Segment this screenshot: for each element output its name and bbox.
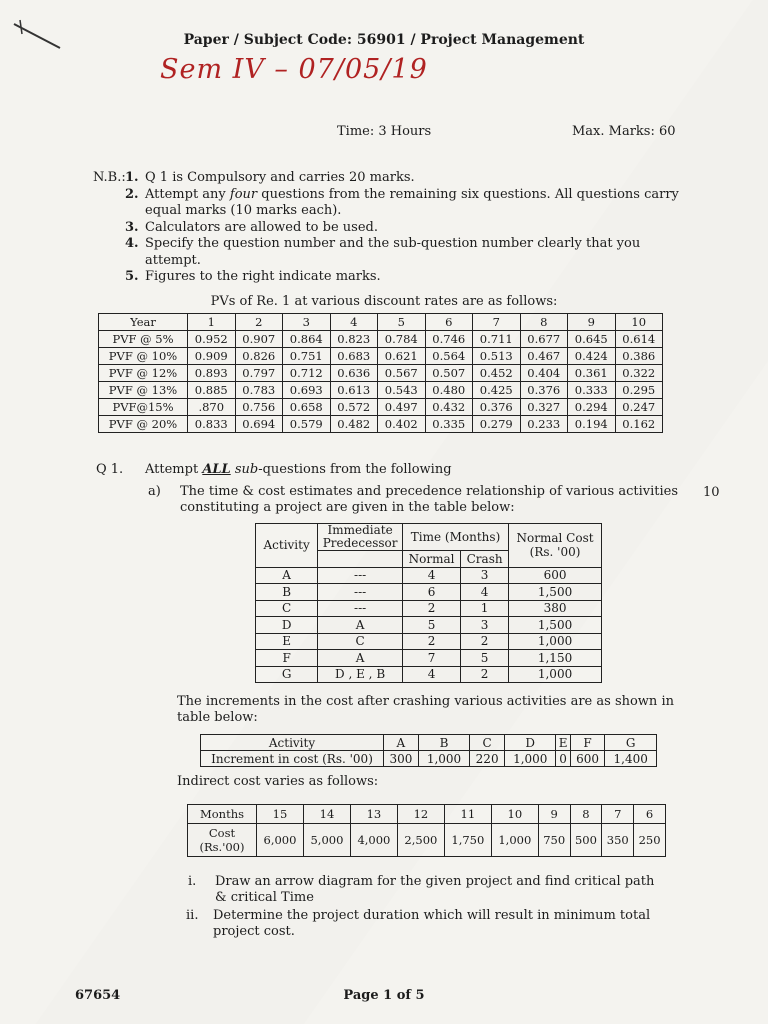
increment-cell: 0: [556, 751, 570, 767]
activity-cell: 5: [461, 650, 509, 667]
pv-cell: 0.783: [235, 382, 283, 399]
activity-cell: ---: [318, 567, 403, 584]
pv-cell: 0.507: [425, 365, 473, 382]
activity-cell: 6: [402, 584, 460, 601]
pv-row: [99, 382, 663, 399]
pv-cell: 0.233: [520, 416, 568, 433]
month-cell: 8: [570, 805, 602, 824]
increment-row-label: Activity: [201, 735, 384, 751]
pv-row: [99, 399, 663, 416]
pv-cell: 0.826: [235, 348, 283, 365]
pv-cell: 0.402: [378, 416, 426, 433]
pv-cell: 0.452: [473, 365, 521, 382]
activity-cell: 380: [509, 600, 602, 617]
month-cell: 6: [634, 805, 666, 824]
subquestion-label: a): [148, 484, 161, 499]
activity-cell: 1,500: [509, 584, 602, 601]
pv-row: [99, 331, 663, 348]
subquestion-text: The time & cost estimates and precedence relationship of various activities constituting a project are given in the table below:: [180, 484, 679, 515]
activity-cell: G: [256, 666, 318, 683]
cost-cell: 750: [538, 824, 570, 857]
increment-cell: D: [505, 735, 556, 751]
increment-cell: 300: [384, 751, 419, 767]
max-marks: Max. Marks: 60: [572, 124, 676, 139]
pv-cell: 0.694: [235, 416, 283, 433]
pv-cell: 0.756: [235, 399, 283, 416]
pv-header-cell: 4: [330, 314, 378, 331]
instruction-item: 3. Calculators are allowed to be used.: [125, 219, 378, 235]
increment-cell: F: [570, 735, 605, 751]
col-header-time: Time (Months): [402, 524, 508, 551]
subpart-ii: ii. Determine the project duration which will result in minimum total project cost.: [186, 908, 651, 939]
activity-cell: 5: [402, 617, 460, 634]
pv-table: [98, 313, 663, 433]
cost-cell: 4,000: [350, 824, 397, 857]
month-cell: 10: [491, 805, 538, 824]
instruction-item: 1. Q 1 is Compulsory and carries 20 marks.: [125, 170, 415, 185]
pv-header-cell: 6: [425, 314, 473, 331]
increment-cell: A: [384, 735, 419, 751]
pv-cell: 0.432: [425, 399, 473, 416]
pv-cell: 0.893: [188, 365, 236, 382]
pv-cell: 0.909: [188, 348, 236, 365]
cost-cell: 1,750: [444, 824, 491, 857]
pv-cell: 0.247: [615, 399, 663, 416]
activity-cell: 2: [461, 666, 509, 683]
pv-cell: 0.386: [615, 348, 663, 365]
activity-row: [256, 650, 602, 667]
activity-cell: 1,000: [509, 666, 602, 683]
activity-cell: 1: [461, 600, 509, 617]
pv-cell: 0.621: [378, 348, 426, 365]
activity-cell: D , E , B: [318, 666, 403, 683]
pv-cell: 0.823: [330, 331, 378, 348]
pv-cell: 0.567: [378, 365, 426, 382]
activity-cell: A: [318, 617, 403, 634]
month-cell: 12: [397, 805, 444, 824]
activity-cell: 4: [402, 567, 460, 584]
increment-cell: E: [556, 735, 570, 751]
pv-cell: 0.712: [283, 365, 331, 382]
increment-row-label: Increment in cost (Rs. '00): [201, 751, 384, 767]
instructions-list: [125, 170, 685, 286]
pv-cell: 0.279: [473, 416, 521, 433]
increment-cell: 1,400: [605, 751, 657, 767]
pv-row-label: PVF@15%: [99, 399, 188, 416]
activity-row: [256, 584, 602, 601]
activity-cell: 3: [461, 567, 509, 584]
pv-table-heading: PVs of Re. 1 at various discount rates are as follows:: [210, 294, 558, 309]
pv-cell: 0.579: [283, 416, 331, 433]
pv-cell: 0.294: [568, 399, 616, 416]
pv-cell: 0.333: [568, 382, 616, 399]
pv-cell: 0.636: [330, 365, 378, 382]
activity-cell: 2: [402, 600, 460, 617]
pv-row-label: PVF @ 20%: [99, 416, 188, 433]
increment-row: [201, 751, 657, 767]
col-header-predecessor-cont: [318, 551, 403, 568]
pv-row: [99, 416, 663, 433]
pv-header-cell: 3: [283, 314, 331, 331]
activity-cell: 7: [402, 650, 460, 667]
month-cell: 13: [350, 805, 397, 824]
increment-cell: 220: [470, 751, 505, 767]
pv-cell: 0.376: [520, 382, 568, 399]
pv-cell: 0.746: [425, 331, 473, 348]
pv-cell: 0.322: [615, 365, 663, 382]
pv-cell: 0.833: [188, 416, 236, 433]
pv-cell: 0.864: [283, 331, 331, 348]
activity-table: [255, 523, 602, 683]
pv-cell: 0.613: [330, 382, 378, 399]
pv-row-label: PVF @ 12%: [99, 365, 188, 382]
pv-cell: 0.751: [283, 348, 331, 365]
pv-cell: 0.645: [568, 331, 616, 348]
pv-cell: 0.658: [283, 399, 331, 416]
paper-title: Paper / Subject Code: 56901 / Project Management: [183, 32, 585, 48]
increment-cell: 1,000: [418, 751, 469, 767]
pv-cell: 0.711: [473, 331, 521, 348]
increment-cell: 600: [570, 751, 605, 767]
increment-header-row: [201, 735, 657, 751]
cost-cell: 250: [634, 824, 666, 857]
increment-cell: C: [470, 735, 505, 751]
pv-header-cell: 2: [235, 314, 283, 331]
pv-cell: 0.497: [378, 399, 426, 416]
indirect-cost-table: [187, 804, 666, 857]
subpart-i: i. Draw an arrow diagram for the given project and find critical path & critical Time: [188, 874, 655, 905]
increment-cell: B: [418, 735, 469, 751]
col-header-normal-cost: Normal Cost (Rs. '00): [509, 524, 602, 568]
pv-header-cell: 8: [520, 314, 568, 331]
cost-cell: 5,000: [303, 824, 350, 857]
pv-cell: 0.693: [283, 382, 331, 399]
month-cell: 15: [257, 805, 304, 824]
pv-cell: 0.885: [188, 382, 236, 399]
pv-cell: 0.952: [188, 331, 236, 348]
pv-row: [99, 365, 663, 382]
activity-cell: ---: [318, 584, 403, 601]
col-header-crash: Crash: [461, 551, 509, 568]
pv-row: [99, 348, 663, 365]
pv-cell: 0.424: [568, 348, 616, 365]
pv-header-cell: Year: [99, 314, 188, 331]
pv-cell: 0.467: [520, 348, 568, 365]
increment-cell: G: [605, 735, 657, 751]
month-cell: 14: [303, 805, 350, 824]
cost-row: [188, 824, 666, 857]
pv-cell: 0.677: [520, 331, 568, 348]
pv-cell: 0.797: [235, 365, 283, 382]
months-row: [188, 805, 666, 824]
col-header-activity: Activity: [256, 524, 318, 568]
activity-cell: A: [256, 567, 318, 584]
pv-cell: 0.784: [378, 331, 426, 348]
activity-cell: 1,000: [509, 633, 602, 650]
increment-table: [200, 734, 657, 767]
pv-cell: 0.564: [425, 348, 473, 365]
pv-cell: 0.907: [235, 331, 283, 348]
cost-cell: 500: [570, 824, 602, 857]
instruction-item: 5. Figures to the right indicate marks.: [125, 269, 381, 284]
pv-header-cell: 7: [473, 314, 521, 331]
pv-cell: 0.376: [473, 399, 521, 416]
pv-cell: .870: [188, 399, 236, 416]
exam-time: Time: 3 Hours: [337, 124, 432, 139]
activity-cell: D: [256, 617, 318, 634]
pv-header-cell: 5: [378, 314, 426, 331]
activity-cell: E: [256, 633, 318, 650]
indirect-text: Indirect cost varies as follows:: [177, 774, 379, 789]
cost-cell: 6,000: [257, 824, 304, 857]
month-cell: 11: [444, 805, 491, 824]
activity-row: [256, 666, 602, 683]
activity-cell: 4: [402, 666, 460, 683]
pv-cell: 0.404: [520, 365, 568, 382]
cost-label: Cost (Rs.'00): [188, 824, 257, 857]
instruction-item: 2. Attempt any four questions from the remaining six questions. All questions carry equal marks (10 marks each).: [125, 186, 679, 218]
activity-row: [256, 600, 602, 617]
cost-cell: 2,500: [397, 824, 444, 857]
page-number: Page 1 of 5: [343, 988, 425, 1003]
pv-cell: 0.572: [330, 399, 378, 416]
pv-header-cell: 1: [188, 314, 236, 331]
subquestion-marks: 10: [703, 485, 720, 500]
col-header-normal: Normal: [402, 551, 460, 568]
activity-cell: A: [318, 650, 403, 667]
increment-text: The increments in the cost after crashing various activities are as shown in table below:: [177, 694, 674, 725]
pv-cell: 0.513: [473, 348, 521, 365]
nb-label: N.B.:: [93, 170, 126, 185]
pv-cell: 0.361: [568, 365, 616, 382]
activity-cell: C: [256, 600, 318, 617]
pv-row-label: PVF @ 13%: [99, 382, 188, 399]
pv-header-cell: 10: [615, 314, 663, 331]
pv-row-label: PVF @ 5%: [99, 331, 188, 348]
cost-cell: 350: [602, 824, 634, 857]
pv-row-label: PVF @ 10%: [99, 348, 188, 365]
activity-cell: 1,500: [509, 617, 602, 634]
pv-cell: 0.543: [378, 382, 426, 399]
pv-cell: 0.683: [330, 348, 378, 365]
activity-cell: 2: [402, 633, 460, 650]
activity-cell: 4: [461, 584, 509, 601]
activity-cell: 2: [461, 633, 509, 650]
month-cell: 9: [538, 805, 570, 824]
pv-cell: 0.162: [615, 416, 663, 433]
instruction-item: 4. Specify the question number and the sub-question number clearly that you attempt.: [125, 236, 641, 268]
col-header-predecessor: Immediate Predecessor: [318, 524, 403, 551]
pv-cell: 0.194: [568, 416, 616, 433]
pv-header-row: [99, 314, 663, 331]
activity-row: [256, 567, 602, 584]
increment-cell: 1,000: [505, 751, 556, 767]
month-cell: 7: [602, 805, 634, 824]
activity-cell: 600: [509, 567, 602, 584]
pv-cell: 0.295: [615, 382, 663, 399]
activity-cell: 3: [461, 617, 509, 634]
pv-cell: 0.482: [330, 416, 378, 433]
pv-cell: 0.335: [425, 416, 473, 433]
activity-cell: ---: [318, 600, 403, 617]
pv-header-cell: 9: [568, 314, 616, 331]
handwritten-note-text: Sem IV – 07/05/19: [160, 54, 428, 85]
handwritten-note: [150, 52, 450, 96]
pv-cell: 0.327: [520, 399, 568, 416]
pv-cell: 0.480: [425, 382, 473, 399]
activity-cell: B: [256, 584, 318, 601]
question-number: Q 1.: [96, 462, 124, 477]
pv-cell: 0.614: [615, 331, 663, 348]
activity-cell: 1,150: [509, 650, 602, 667]
question-heading: Attempt ALL sub-questions from the following: [145, 462, 452, 477]
cost-cell: 1,000: [491, 824, 538, 857]
months-label: Months: [188, 805, 257, 824]
pv-cell: 0.425: [473, 382, 521, 399]
activity-row: [256, 617, 602, 634]
paper-code: 67654: [75, 988, 121, 1003]
activity-cell: C: [318, 633, 403, 650]
activity-cell: F: [256, 650, 318, 667]
activity-row: [256, 633, 602, 650]
